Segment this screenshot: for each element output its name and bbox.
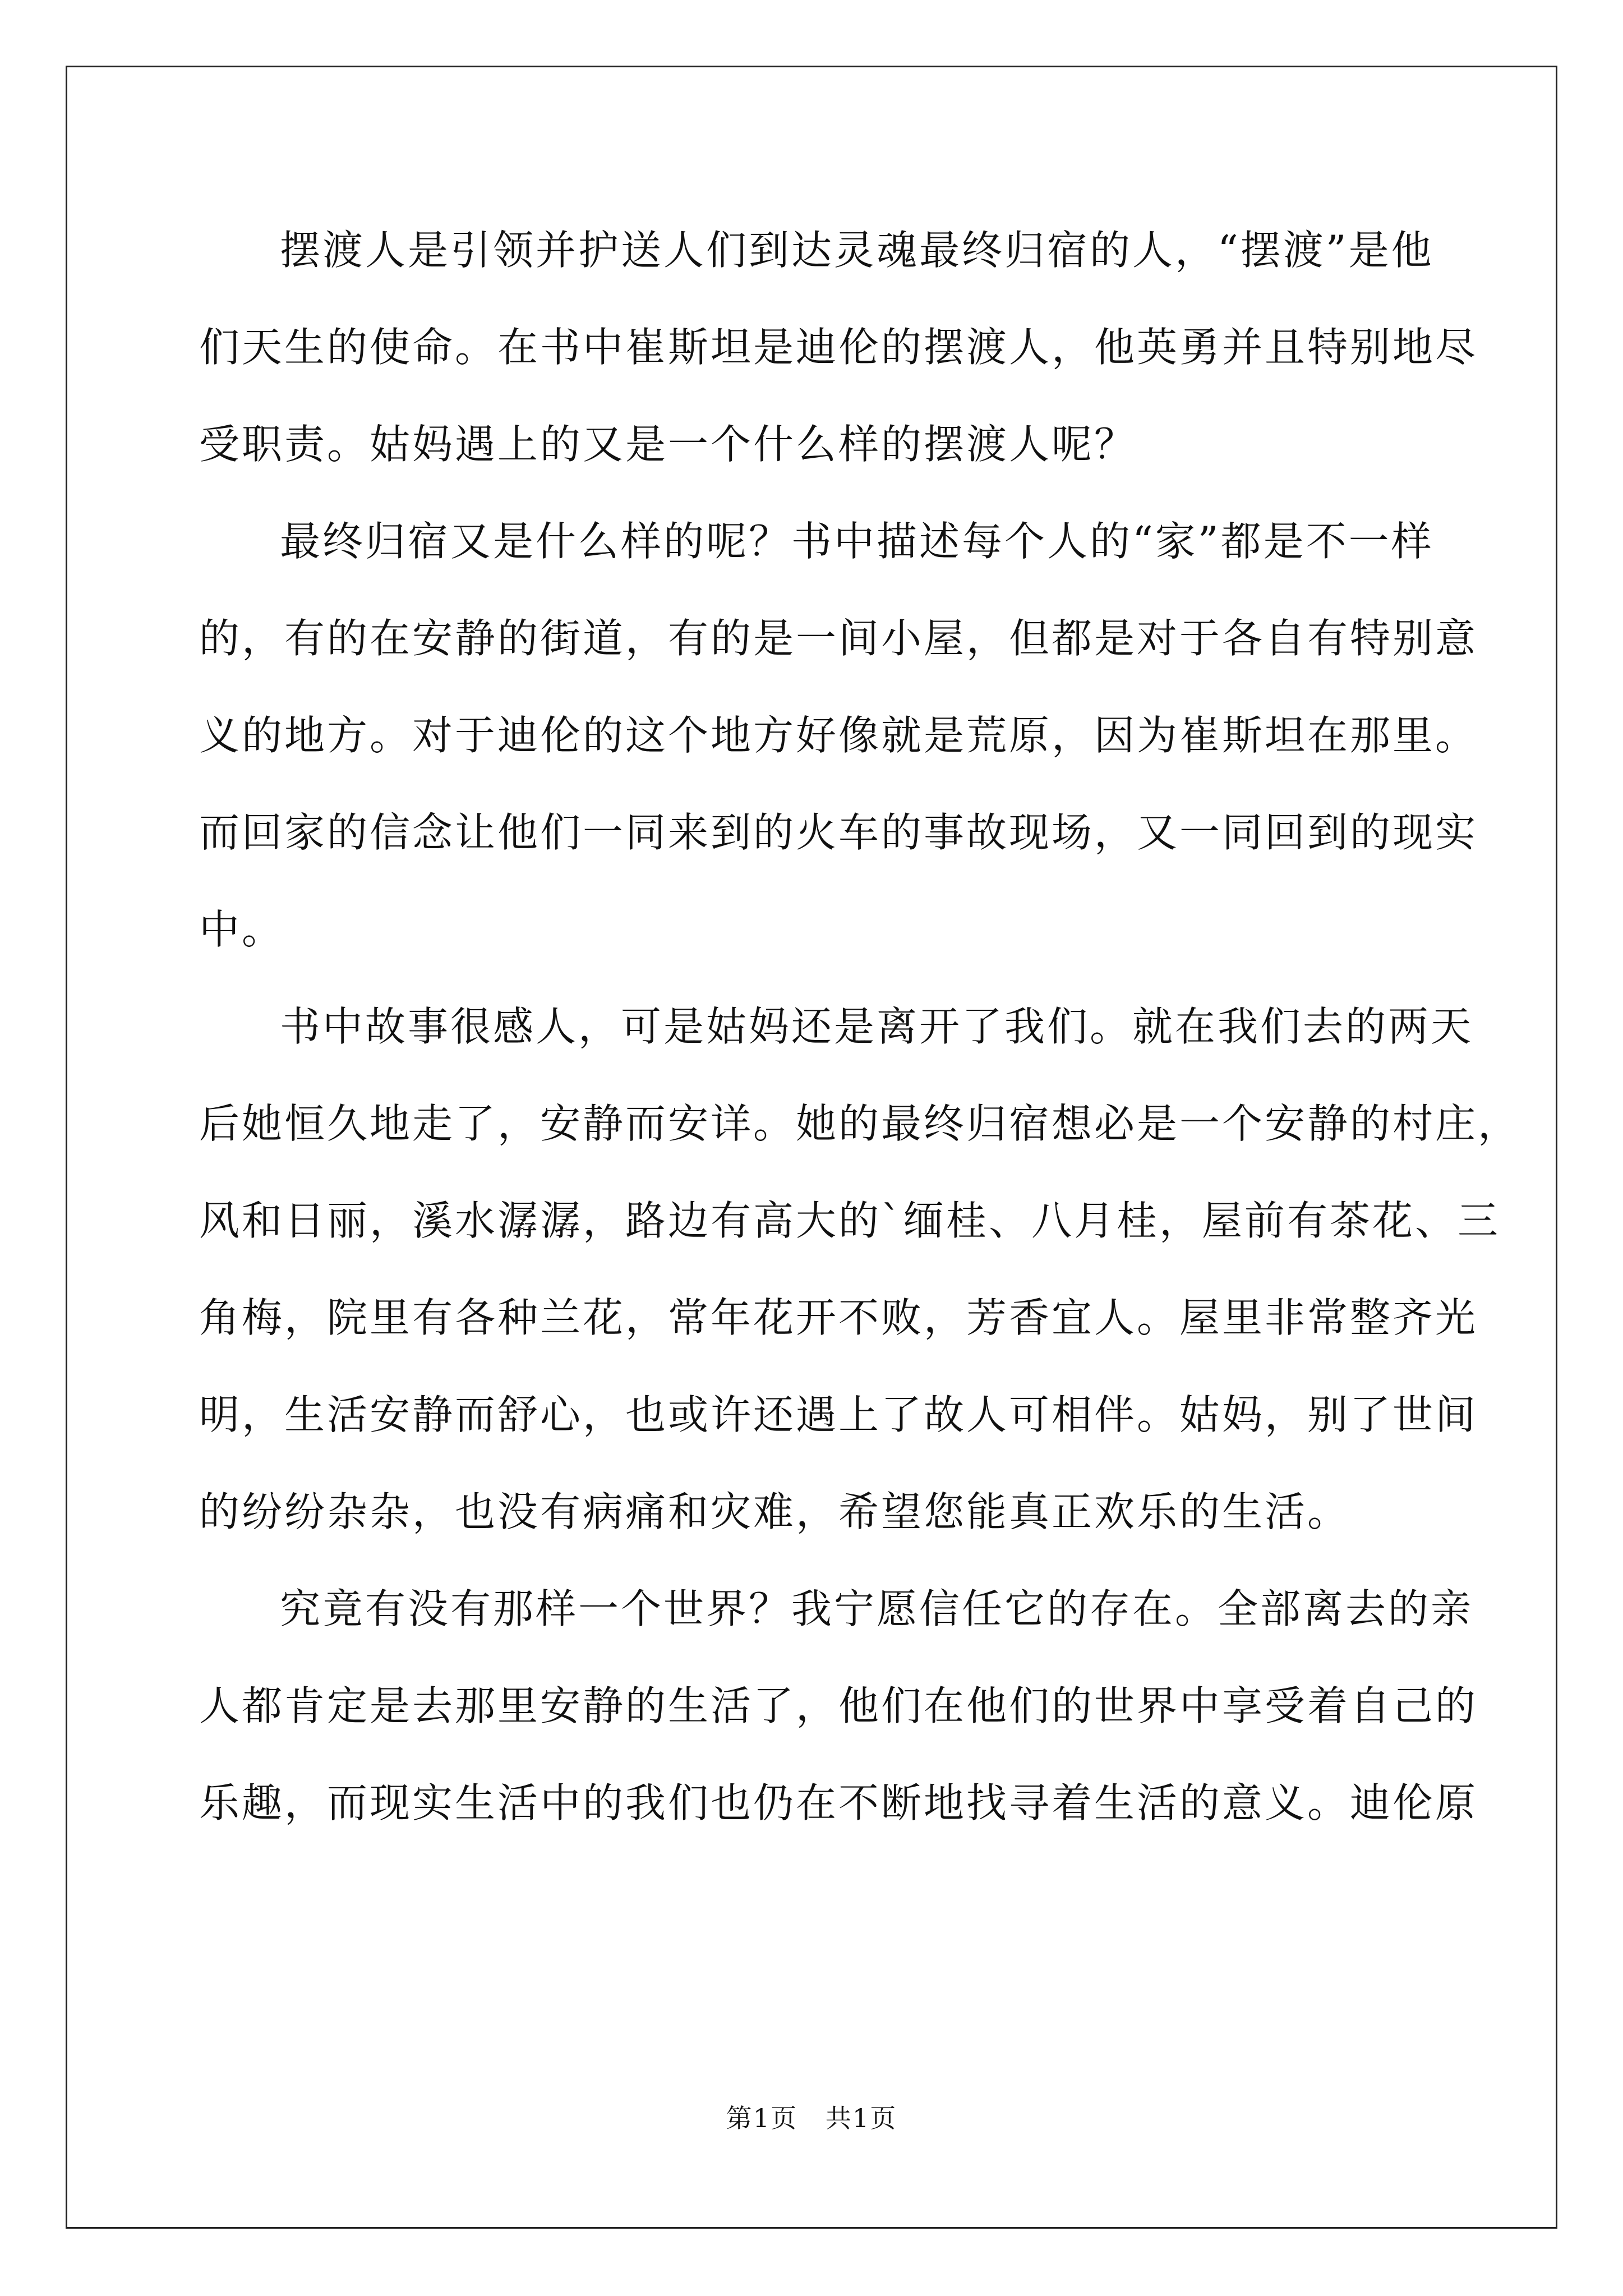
paragraph-3-line-4: 角梅，院里有各种兰花，常年花开不败，芳香宜人。屋里非常整齐光 — [199, 1294, 1478, 1341]
paragraph-4-line-2: 人都肯定是去那里安静的生活了，他们在他们的世界中享受着自己的 — [199, 1682, 1478, 1729]
paragraph-2-line-4: 而回家的信念让他们一同来到的火车的事故现场，又一同回到的现实 — [199, 809, 1478, 856]
paragraph-1-line-1: 摆渡人是引领并护送人们到达灵魂最终归宿的人，“摆渡”是他 — [280, 227, 1434, 274]
paragraph-2-line-3: 义的地方。对于迪伦的这个地方好像就是荒原，因为崔斯坦在那里。 — [199, 712, 1478, 759]
paragraph-2-line-5: 中。 — [199, 906, 285, 953]
paragraph-4-line-1: 究竟有没有那样一个世界？我宁愿信任它的存在。全部离去的亲 — [280, 1585, 1474, 1632]
paragraph-3-line-5: 明，生活安静而舒心，也或许还遇上了故人可相伴。姑妈，别了世间 — [199, 1391, 1478, 1438]
page-number-footer: 第1页 共1页 — [726, 2103, 897, 2133]
paragraph-1-line-2: 们天生的使命。在书中崔斯坦是迪伦的摆渡人，他英勇并且特别地尽 — [199, 324, 1478, 371]
paragraph-2-line-2: 的，有的在安静的街道，有的是一间小屋，但都是对于各自有特别意 — [199, 615, 1478, 662]
paragraph-3-line-2: 后她恒久地走了，安静而安详。她的最终归宿想必是一个安静的村庄， — [199, 1100, 1521, 1147]
paragraph-3-line-3: 风和日丽，溪水潺潺，路边有高大的`缅桂、八月桂，屋前有茶花、三 — [199, 1197, 1501, 1244]
paragraph-4-line-3: 乐趣，而现实生活中的我们也仍在不断地找寻着生活的意义。迪伦原 — [199, 1779, 1478, 1826]
paragraph-1-line-3: 受职责。姑妈遇上的又是一个什么样的摆渡人呢？ — [199, 421, 1137, 468]
document-body — [199, 211, 1521, 1861]
paragraph-3-line-6: 的纷纷杂杂，也没有病痛和灾难，希望您能真正欢乐的生活。 — [199, 1488, 1350, 1535]
paragraph-3-line-1: 书中故事很感人，可是姑妈还是离开了我们。就在我们去的两天 — [280, 1003, 1474, 1050]
paragraph-2-line-1: 最终归宿又是什么样的呢？书中描述每个人的“家”都是不一样 — [280, 518, 1434, 565]
